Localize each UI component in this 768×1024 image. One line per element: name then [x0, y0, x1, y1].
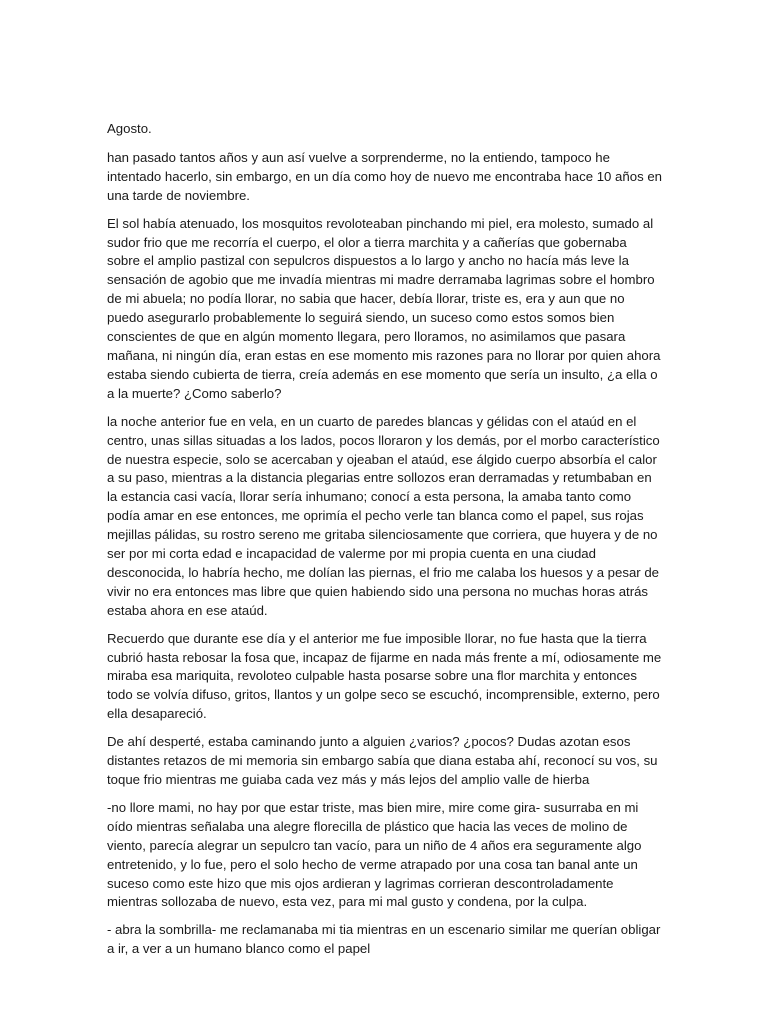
document-body [107, 120, 663, 968]
paragraph-6: -no llore mami, no hay por que estar triste, mas bien mire, mire come gira- susurraba en mi oído mientras señalaba una alegre florecilla de plástico que hacia las veces de molino de viento, parecía alegrar un sepulcro tan vacío, para un niño de 4 años era seguramente algo entretenido, y lo fue, pero el solo hecho de verme atrapado por una cosa tan banal ante un suceso como este hizo que mis ojos ardieran y lagrimas corrieran descontroladamente mientras sollozaba de nuevo, esta vez, para mi mal gusto y condena, por la culpa. [107, 799, 642, 910]
paragraph-3: la noche anterior fue en vela, en un cuarto de paredes blancas y gélidas con el ataúd en el centro, unas sillas situadas a los lados, pocos lloraron y los demás, por el morbo característico de nuestra especie, solo se acercaban y ojeaban el ataúd, ese álgido cuerpo absorbía el calor a su paso, mientras a la distancia plegarias entre sollozos eran derramadas y retumbaban en la estancia casi vacía, llorar sería inhumano; conocí a esta persona, la amaba tanto como podía amar en ese entonces, me oprimía el pecho verle tan blanca como el papel, sus rojas mejillas pálidas, su rostro sereno me gritaba silenciosamente que corriera, que huyera y de no ser por mi corta edad e incapacidad de valerme por mi propia cuenta en una ciudad desconocida, lo habría hecho, me dolían las piernas, el frio me calaba los huesos y a pesar de vivir no era entonces mas libre que quien habiendo sido una persona no muchas horas atrás estaba ahora en ese ataúd. [107, 413, 660, 618]
paragraph-4: Recuerdo que durante ese día y el anterior me fue imposible llorar, no fue hasta que la tierra cubrió hasta rebosar la fosa que, incapaz de fijarme en nada más frente a mí, odiosamente me miraba esa mariquita, revoloteo culpable hasta posarse sobre una flor marchita y entonces todo se volvía difuso, gritos, llantos y un golpe seco se escuchó, incomprensible, externo, pero ella desapareció. [107, 630, 662, 722]
paragraph-1: han pasado tantos años y aun así vuelve a sorprenderme, no la entiendo, tampoco he intentado hacerlo, sin embargo, en un día como hoy de nuevo me encontraba hace 10 años en una tarde de noviembre. [107, 149, 662, 203]
paragraph-7: - abra la sombrilla- me reclamanaba mi tia mientras en un escenario similar me querían obligar a ir, a ver a un humano blanco como el papel [107, 922, 661, 957]
document-date: Agosto. [107, 121, 152, 136]
paragraph-5: De ahí desperté, estaba caminando junto a alguien ¿varios? ¿pocos? Dudas azotan esos distantes retazos de mi memoria sin embargo sabía que diana estaba ahí, reconocí su vos, su toque frio mientras me guiaba cada vez más y más lejos del amplio valle de hierba [107, 734, 658, 787]
paragraph-2: El sol había atenuado, los mosquitos revoloteaban pinchando mi piel, era molesto, sumado al sudor frio que me recorría el cuerpo, el olor a tierra marchita y a cañerías que gobernaba sobre el amplio pastizal con sepulcros dispuestos a lo largo y ancho no hacía más leve la sensación de agobio que me invadía mientras mi madre derramaba lagrimas sobre el hombro de mi abuela; no podía llorar, no sabia que hacer, debía llorar, triste es, era y aun que no puedo asegurarlo probablemente lo seguirá siendo, un suceso como estos somos bien conscientes de que en algún momento llegara, pero lloramos, no asimilamos que pasara mañana, ni ningún día, eran estas en ese momento mis razones para no llorar por quien ahora estaba siendo cubierta de tierra, creía además en ese momento que sería un insulto, ¿a ella o a la muerte? ¿Como saberlo? [107, 215, 661, 401]
